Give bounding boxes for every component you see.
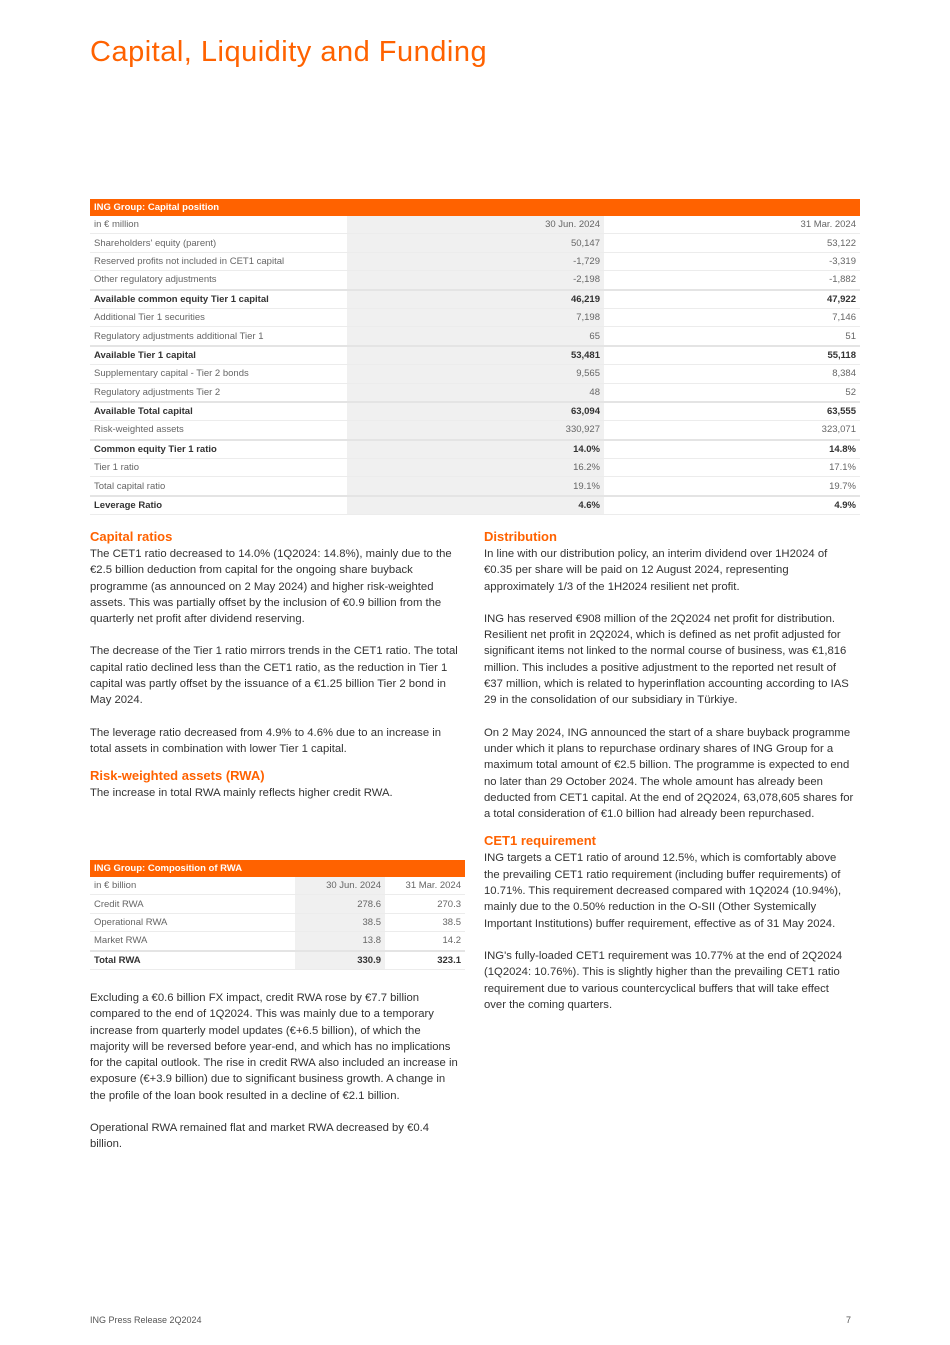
value-current: 50,147 (347, 234, 604, 252)
row-label: Total RWA (90, 951, 295, 970)
column-header: 30 Jun. 2024 (295, 877, 385, 895)
row-label: Available common equity Tier 1 capital (90, 290, 347, 309)
value-current: -1,729 (347, 252, 604, 270)
left-column-lower (90, 990, 460, 1169)
row-label: Additional Tier 1 securities (90, 308, 347, 326)
unit-label: in € billion (90, 877, 295, 895)
rwa-composition-table (90, 860, 465, 970)
value-current: 7,198 (347, 308, 604, 326)
table-row (90, 365, 860, 383)
table-header-row (90, 216, 860, 234)
page-title: Capital, Liquidity and Funding (90, 36, 488, 68)
table-row (90, 327, 860, 346)
value-previous: 52 (604, 383, 860, 402)
value-previous: 270.3 (385, 895, 465, 913)
value-current: -2,198 (347, 271, 604, 290)
value-previous: -3,319 (604, 252, 860, 270)
table-row (90, 252, 860, 270)
value-current: 14.0% (347, 440, 604, 459)
table-title: ING Group: Composition of RWA (90, 860, 465, 877)
value-current: 278.6 (295, 895, 385, 913)
value-previous: 47,922 (604, 290, 860, 309)
row-label: Regulatory adjustments Tier 2 (90, 383, 347, 402)
value-current: 38.5 (295, 913, 385, 931)
value-previous: 8,384 (604, 365, 860, 383)
table-row (90, 932, 465, 951)
value-previous: 323.1 (385, 951, 465, 970)
value-current: 46,219 (347, 290, 604, 309)
column-header: 30 Jun. 2024 (347, 216, 604, 234)
paragraph: ING has reserved €908 million of the 2Q2024 net profit for distribution. Resilient net profit in 2Q2024, which is defined as net profit adjusted for significant items not linked to the normal course of business, was €1,816 million. This includes a positive adjustment to the reported net result of €37 million, which is related to hyperinflation accounting according to IAS 29 in the consolidation of our subsidiary in Türkiye. (484, 612, 849, 707)
paragraph: Operational RWA remained flat and market RWA decreased by €0.4 billion. (90, 1122, 430, 1151)
paragraph: ING targets a CET1 ratio of around 12.5%, which is comfortably above the prevailing CET1 ratio requirement (including buffer requirements) of 10.71%. This requirement decreased compared with 1Q2024 (10.94%), mainly due to the 0.50% reduction in the O-SII (Other Systemically Important Institutions) buffer requirement, effective as of 31 May 2024. (484, 852, 842, 930)
table-row (90, 459, 860, 477)
value-current: 19.1% (347, 477, 604, 496)
value-current: 9,565 (347, 365, 604, 383)
table-row (90, 234, 860, 252)
table-row (90, 421, 860, 440)
right-column (484, 528, 854, 1029)
cet1-requirement-heading: CET1 requirement (484, 833, 596, 849)
table-row (90, 402, 860, 421)
value-current: 13.8 (295, 932, 385, 951)
value-current: 48 (347, 383, 604, 402)
column-header: 31 Mar. 2024 (604, 216, 860, 234)
row-label: Shareholders' equity (parent) (90, 234, 347, 252)
paragraph: In line with our distribution policy, an interim dividend over 1H2024 of €0.35 per share will be paid on 12 August 2024, representing approximately 1/3 of the 1H2024 resilient net profit. (484, 548, 828, 593)
table-row (90, 440, 860, 459)
paragraph: On 2 May 2024, ING announced the start of a share buyback programme under which it plans to repurchase ordinary shares of ING Group for a maximum total amount of €2.5 billion. The programme is expected to end no later than 29 October 2024. The whole amount has already been deducted from CET1 capital. At the end of 2Q2024, 63,078,605 shares for a total consideration of €1.0 billion had already been repurchased. (484, 726, 854, 821)
row-label: Leverage Ratio (90, 496, 347, 515)
value-previous: 38.5 (385, 913, 465, 931)
table-title: ING Group: Capital position (90, 199, 860, 216)
value-previous: 14.2 (385, 932, 465, 951)
paragraph: ING's fully-loaded CET1 requirement was 10.77% at the end of 2Q2024 (1Q2024: 10.76%). This is slightly higher than the prevailing CET1 ratio requirement due to various countercyclical buffers that will take effect over the coming quarters. (484, 949, 843, 1011)
value-previous: -1,882 (604, 271, 860, 290)
value-previous: 17.1% (604, 459, 860, 477)
row-label: Reserved profits not included in CET1 capital (90, 252, 347, 270)
row-label: Available Total capital (90, 402, 347, 421)
paragraph: The decrease of the Tier 1 ratio mirrors trends in the CET1 ratio. The total capital ratio declined less than the CET1 ratio, as the reduction in Tier 1 capital was partly offset by the issuance of a €1.25 billion Tier 2 bond in May 2024. (90, 645, 458, 707)
value-current: 330.9 (295, 951, 385, 970)
value-previous: 63,555 (604, 402, 860, 421)
row-label: Operational RWA (90, 913, 295, 931)
table-row (90, 271, 860, 290)
table-row (90, 346, 860, 365)
table-row (90, 290, 860, 309)
row-label: Risk-weighted assets (90, 421, 347, 440)
table-row (90, 895, 465, 913)
value-current: 16.2% (347, 459, 604, 477)
table-row (90, 496, 860, 515)
value-previous: 51 (604, 327, 860, 346)
row-label: Credit RWA (90, 895, 295, 913)
paragraph: The CET1 ratio decreased to 14.0% (1Q2024: 14.8%), mainly due to the €2.5 billion deduction from capital for the ongoing share buyback programme (as announced on 2 May 2024) and higher risk-weighted assets. This was partially offset by the inclusion of €0.9 billion from the quarterly net profit after dividend reserving. (90, 548, 452, 626)
value-previous: 19.7% (604, 477, 860, 496)
value-previous: 14.8% (604, 440, 860, 459)
table-row (90, 913, 465, 931)
footer-text: ING Press Release 2Q2024 (90, 1315, 202, 1325)
distribution-heading: Distribution (484, 529, 557, 544)
value-previous: 55,118 (604, 346, 860, 365)
capital-position-table (90, 199, 860, 515)
table-row (90, 477, 860, 496)
row-label: Regulatory adjustments additional Tier 1 (90, 327, 347, 346)
value-current: 65 (347, 327, 604, 346)
table-row (90, 383, 860, 402)
value-previous: 4.9% (604, 496, 860, 515)
value-current: 53,481 (347, 346, 604, 365)
row-label: Supplementary capital - Tier 2 bonds (90, 365, 347, 383)
column-header: 31 Mar. 2024 (385, 877, 465, 895)
row-label: Market RWA (90, 932, 295, 951)
unit-label: in € million (90, 216, 347, 234)
table-row (90, 308, 860, 326)
capital-ratios-heading: Capital ratios (90, 529, 173, 544)
row-label: Other regulatory adjustments (90, 271, 347, 290)
rwa-heading: Risk-weighted assets (RWA) (90, 768, 265, 784)
value-current: 4.6% (347, 496, 604, 515)
value-previous: 7,146 (604, 308, 860, 326)
row-label: Tier 1 ratio (90, 459, 347, 477)
paragraph: The leverage ratio decreased from 4.9% to 4.6% due to an increase in total assets in combination with lower Tier 1 capital. (90, 726, 442, 755)
paragraph: The increase in total RWA mainly reflects higher credit RWA. (90, 787, 393, 800)
table-row (90, 951, 465, 970)
value-current: 63,094 (347, 402, 604, 421)
row-label: Available Tier 1 capital (90, 346, 347, 365)
table-header-row (90, 877, 465, 895)
left-column (90, 528, 460, 818)
paragraph: Excluding a €0.6 billion FX impact, credit RWA rose by €7.7 billion compared to the end of 1Q2024. This was mainly due to a temporary increase from quarterly model updates (€+6.5 billion), of which the majority will be reversed before year-end, and which has no implications for the capital outlook. The rise in credit RWA also included an increase in exposure (€+3.9 billion) due to significant business growth. A change in the profile of the loan book resulted in a decline of €2.1 billion. (90, 992, 458, 1102)
value-previous: 323,071 (604, 421, 860, 440)
page-number: 7 (846, 1315, 852, 1325)
row-label: Common equity Tier 1 ratio (90, 440, 347, 459)
value-previous: 53,122 (604, 234, 860, 252)
value-current: 330,927 (347, 421, 604, 440)
row-label: Total capital ratio (90, 477, 347, 496)
